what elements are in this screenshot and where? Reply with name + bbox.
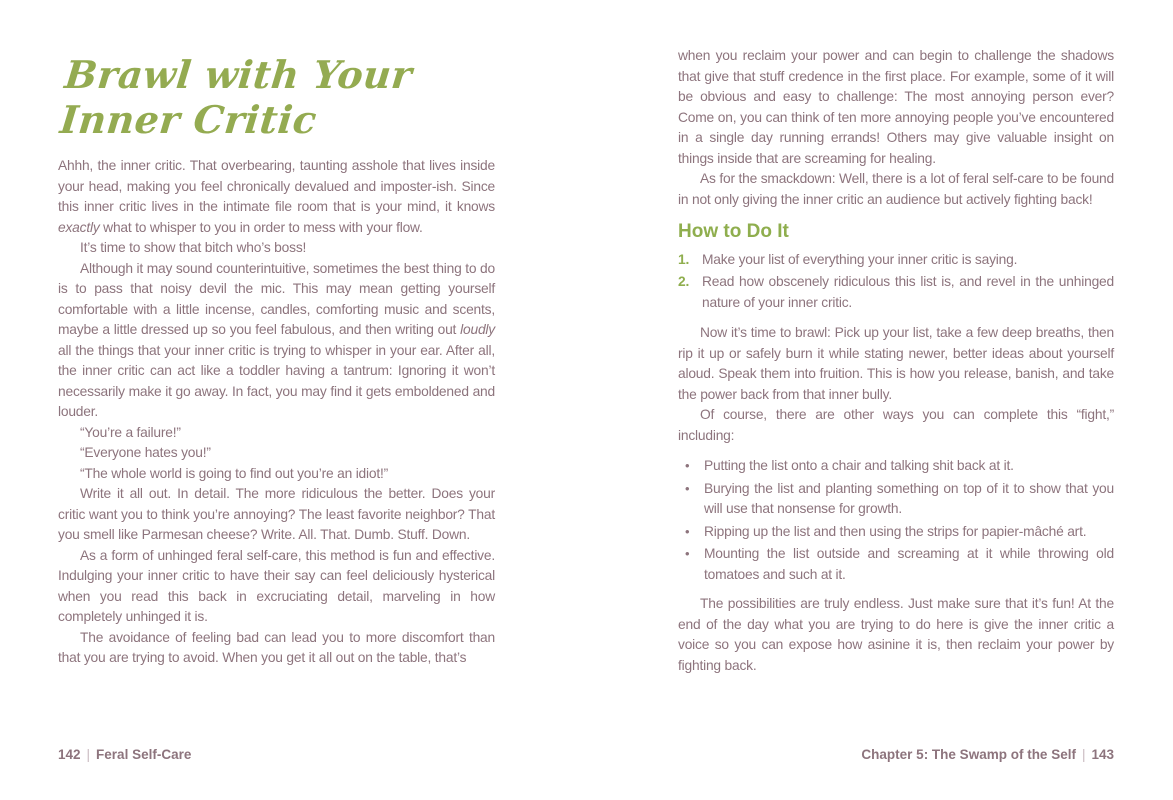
chapter-title (58, 52, 504, 142)
page-number-right: 143 (1091, 747, 1114, 762)
bullet-text: Burying the list and planting something on top of it to show that you will use that nonsense for growth. (704, 480, 1114, 516)
paragraph-brawl-time: Now it’s time to brawl: Pick up your list, take a few deep breaths, then rip it up or safely burn it while stating newer, better ideas about yourself aloud. Speak them into fruition. This is how you release, banish, and take the power back from that inner bully. (678, 325, 1114, 402)
list-number: 2. (678, 274, 690, 289)
numbered-item (678, 272, 1114, 313)
paragraph-avoidance: The avoidance of feeling bad can lead you to more discomfort than that you are trying to avoid. When you get it all out on the table, that’s (58, 629, 495, 665)
footer-right (861, 747, 1114, 762)
bullet-marker: • (685, 523, 690, 539)
paragraph-intro (58, 156, 495, 238)
paragraph-counterintuitive-pre: Although it may sound counterintuitive, sometimes the best thing to do is to pass that noisy devil the mic. This may mean getting yourself comfortable with a little incense, candles, comforting music and scents, maybe a little dressed up so you feel fabulous, and then writing out (58, 260, 495, 337)
footer-separator: | (86, 747, 91, 762)
list-text: Make your list of everything your inner critic is saying. (702, 251, 1018, 267)
paragraph-intro-pre: Ahhh, the inner critic. That overbearing, taunting asshole that lives inside your head, making you feel chronically devalued and imposter-ish. Since this inner critic lives in the intimate file room that is your mind, it knows (58, 158, 495, 214)
paragraph-intro-post: what to whisper to you in order to mess with your flow. (99, 219, 423, 235)
paragraph-smackdown: As for the smackdown: Well, there is a lot of feral self-care to be found in not only giving the inner critic an audience but actively fighting back! (678, 171, 1114, 207)
bullet-marker: • (685, 546, 690, 561)
list-text: Read how obscenely ridiculous this list is, and revel in the unhinged nature of your inner critic. (702, 274, 1114, 310)
bullet-text: Putting the list onto a chair and talking shit back at it. (704, 458, 1014, 473)
footer-left (58, 747, 191, 762)
paragraph-unhinged-form: As a form of unhinged feral self-care, this method is fun and effective. Indulging your inner critic to have their say can feel deliciously hysterical when you read this back in excruciating detail, marveling in how completely unhinged it is. (58, 547, 495, 624)
bullet-text: Ripping up the list and then using the strips for papier-mâché art. (704, 523, 1087, 539)
left-page-column (58, 52, 495, 669)
chapter-title-line-1: Brawl with Your (62, 52, 415, 97)
bullet-marker: • (685, 458, 690, 473)
page-number-left: 142 (58, 747, 81, 762)
bullet-list (678, 456, 1114, 585)
bullet-item (678, 479, 1114, 520)
bullet-item (678, 544, 1114, 585)
bullet-item (678, 522, 1114, 543)
paragraph-write-it-out: Write it all out. In detail. The more ridiculous the better. Does your critic want you to think you’re annoying? The least favorite neighbor? That you smell like Parmesan cheese? Write. All. That. Dumb. Stuff. Down. (58, 486, 495, 542)
bullet-item (678, 456, 1114, 477)
bullet-text: Mounting the list outside and screaming at it while throwing old tomatoes and such at it. (704, 546, 1114, 582)
right-page-column (678, 46, 1114, 676)
list-number: 1. (678, 251, 690, 267)
inline-italic-loudly: loudly (460, 322, 495, 337)
paragraph-reclaim: when you reclaim your power and can begin to challenge the shadows that give that stuff credence in the first place. For example, some of it will be obvious and easy to challenge: The most annoying person ever? Come on, you can think of ten more annoying people you’ve encountered in a single day running errands! Others may give valuable insight on things inside that are screaming for healing. (678, 48, 1114, 166)
paragraph-other-ways: Of course, there are other ways you can complete this “fight,” including: (678, 407, 1114, 443)
book-title-label: Feral Self-Care (96, 747, 192, 762)
paragraph-possibilities: The possibilities are truly endless. Just make sure that it’s fun! At the end of the day what you are trying to do here is give the inner critic a voice so you can expose how asinine it is, then reclaim your power by fighting back. (678, 596, 1114, 673)
numbered-item (678, 250, 1114, 271)
paragraph-boss: It’s time to show that bitch who’s boss! (80, 240, 307, 255)
paragraph-counterintuitive-post: all the things that your inner critic is trying to whisper in your ear. After all, the inner critic can act like a toddler having a tantrum: Ignoring it won’t necessarily make it go away. In fact, you may find it gets emboldened and louder. (58, 342, 495, 419)
how-to-do-it-heading: How to Do It (678, 221, 789, 242)
chapter-label: Chapter 5: The Swamp of the Self (861, 747, 1076, 762)
quote-line-failure: “You’re a failure!” (80, 424, 181, 440)
inline-italic-exactly: exactly (58, 219, 100, 235)
quote-line-idiot: “The whole world is going to find out you’re an idiot!” (80, 465, 389, 481)
bullet-marker: • (685, 480, 690, 496)
numbered-list (678, 250, 1114, 314)
quote-line-hates: “Everyone hates you!” (80, 445, 211, 460)
paragraph-counterintuitive (58, 259, 495, 423)
footer-separator: | (1081, 747, 1086, 762)
chapter-title-line-2: Inner Critic (58, 97, 320, 142)
